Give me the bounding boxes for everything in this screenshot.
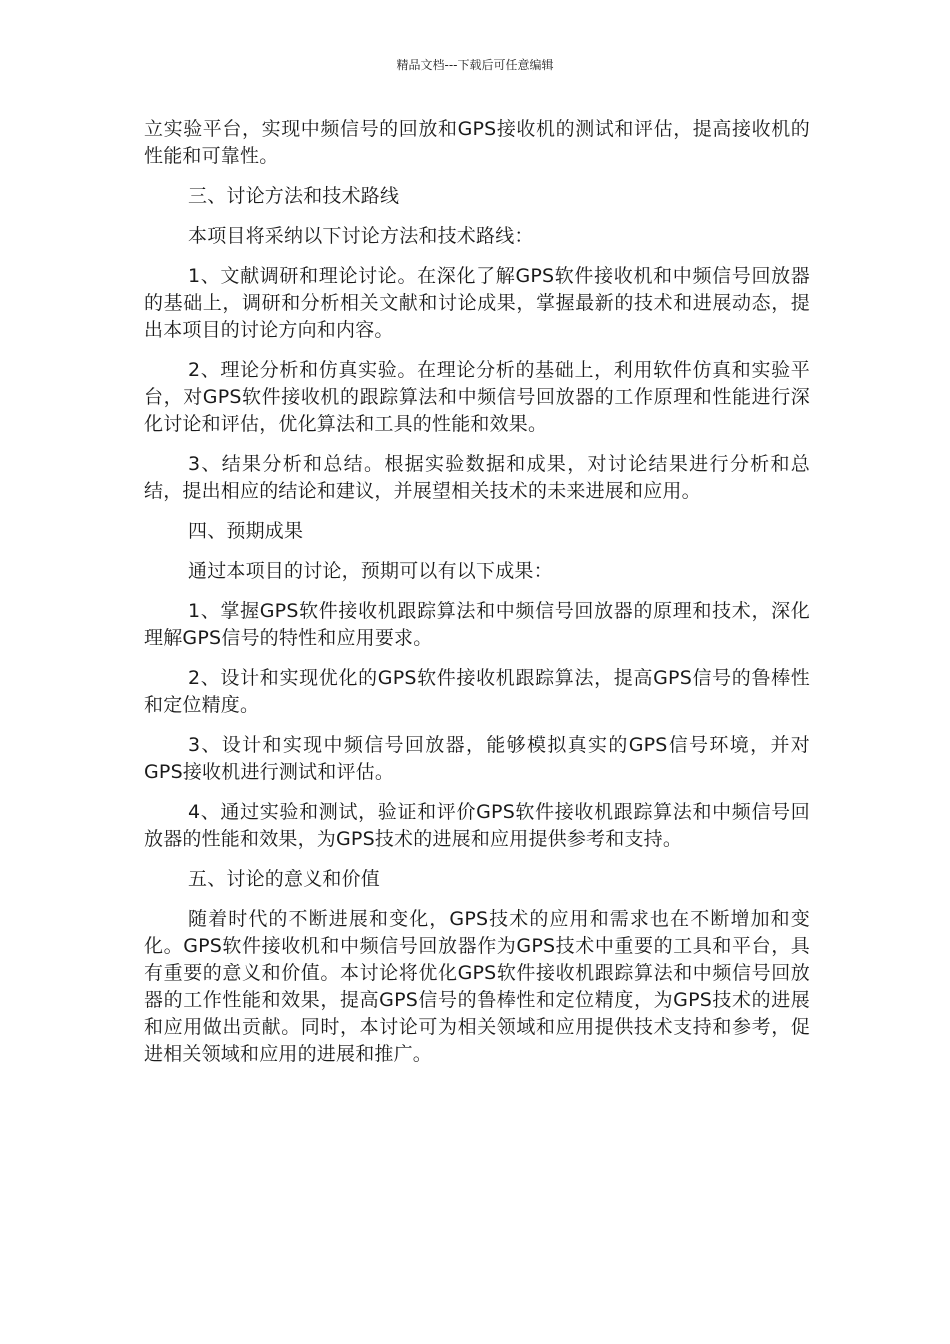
section-heading-outcomes: 四、预期成果 — [188, 520, 304, 542]
paragraph-outcomes-intro: 通过本项目的讨论，预期可以有以下成果： — [188, 560, 553, 582]
list-item-outcome-4: 4、通过实验和测试，验证和评价GPS软件接收机跟踪算法和中频信号回放器的性能和效果，为GPS技术的进展和应用提供参考和支持。 — [144, 801, 810, 850]
section-heading-methods: 三、讨论方法和技术路线 — [188, 185, 400, 207]
list-item-method-2: 2、理论分析和仿真实验。在理论分析的基础上，利用软件仿真和实验平台，对GPS软件接收机的跟踪算法和中频信号回放器的工作原理和性能进行深化讨论和评估，优化算法和工具的性能和效果。 — [144, 359, 810, 435]
list-item-outcome-3: 3、设计和实现中频信号回放器，能够模拟真实的GPS信号环境，并对GPS接收机进行测试和评估。 — [144, 734, 810, 783]
list-item-outcome-2: 2、设计和实现优化的GPS软件接收机跟踪算法，提高GPS信号的鲁棒性和定位精度。 — [144, 667, 810, 716]
list-item-method-3: 3、结果分析和总结。根据实验数据和成果，对讨论结果进行分析和总结，提出相应的结论和建议，并展望相关技术的未来进展和应用。 — [144, 453, 810, 502]
page-header: 精品文档---下载后可任意编辑 — [396, 58, 554, 72]
section-heading-significance: 五、讨论的意义和价值 — [188, 868, 381, 890]
paragraph-continuation: 立实验平台，实现中频信号的回放和GPS接收机的测试和评估，提高接收机的性能和可靠性。 — [144, 118, 810, 167]
list-item-outcome-1: 1、掌握GPS软件接收机跟踪算法和中频信号回放器的原理和技术，深化理解GPS信号的特性和应用要求。 — [144, 600, 810, 649]
list-item-method-1: 1、文献调研和理论讨论。在深化了解GPS软件接收机和中频信号回放器的基础上，调研和分析相关文献和讨论成果，掌握最新的技术和进展动态，提出本项目的讨论方向和内容。 — [144, 265, 810, 341]
document-body — [144, 116, 810, 1081]
paragraph-significance: 随着时代的不断进展和变化，GPS技术的应用和需求也在不断增加和变化。GPS软件接收机和中频信号回放器作为GPS技术中重要的工具和平台，具有重要的意义和价值。本讨论将优化GPS软件接收机跟踪算法和中频信号回放器的工作性能和效果，提高GPS信号的鲁棒性和定位精度，为GPS技术的进展和应用做出贡献。同时，本讨论可为相关领域和应用提供技术支持和参考，促进相关领域和应用的进展和推广。 — [144, 908, 810, 1065]
paragraph-methods-intro: 本项目将采纳以下讨论方法和技术路线： — [188, 225, 534, 247]
